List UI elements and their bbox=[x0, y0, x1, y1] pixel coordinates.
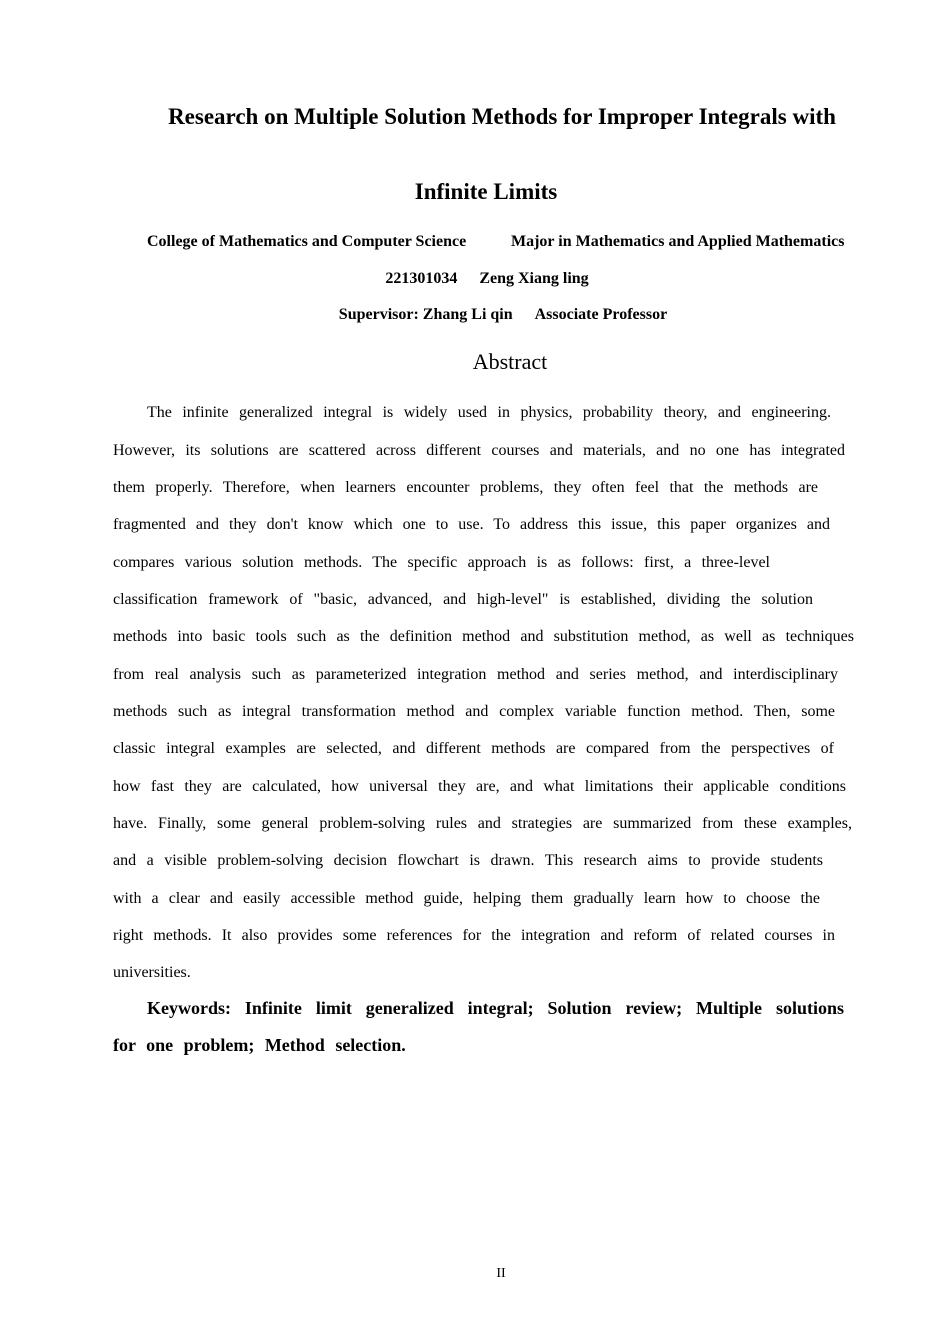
abstract-line: fragmented and they don't know which one to use. To address this issue, this paper organizes and bbox=[113, 516, 830, 533]
abstract-line: from real analysis such as parameterized integration method and series method, and interdisciplinary bbox=[113, 666, 838, 683]
abstract-line: how fast they are calculated, how universal they are, and what limitations their applicable conditions bbox=[113, 778, 846, 795]
abstract-line: classic integral examples are selected, and different methods are compared from the perspectives of bbox=[113, 740, 834, 757]
supervisor-title: Associate Professor bbox=[534, 306, 668, 323]
abstract-line: have. Finally, some general problem-solving rules and strategies are summarized from these examples, bbox=[113, 815, 852, 832]
page-number: II bbox=[496, 1266, 506, 1281]
supervisor-name: Supervisor: Zhang Li qin bbox=[338, 306, 513, 323]
abstract-line: compares various solution methods. The specific approach is as follows: first, a three-level bbox=[113, 554, 770, 571]
supervisor-line bbox=[28, 305, 950, 325]
paper-title-line-1: Research on Multiple Solution Methods for Improper Integrals with bbox=[168, 104, 836, 129]
student-line bbox=[12, 269, 950, 289]
abstract-line: universities. bbox=[113, 964, 191, 981]
abstract-line: them properly. Therefore, when learners encounter problems, they often feel that the methods are bbox=[113, 479, 818, 496]
abstract-line: right methods. It also provides some references for the integration and reform of related courses in bbox=[113, 927, 835, 944]
abstract-line: methods such as integral transformation method and complex variable function method. Then, some bbox=[113, 703, 835, 720]
abstract-heading: Abstract bbox=[472, 349, 548, 374]
abstract-line: methods into basic tools such as the definition method and substitution method, as well as techniques bbox=[113, 628, 854, 645]
student-name: Zeng Xiang ling bbox=[479, 270, 589, 287]
major-name: Major in Mathematics and Applied Mathematics bbox=[511, 233, 845, 250]
abstract-line: However, its solutions are scattered across different courses and materials, and no one has integrated bbox=[113, 442, 845, 459]
abstract-line: with a clear and easily accessible method guide, helping them gradually learn how to choose the bbox=[113, 890, 820, 907]
student-id: 221301034 bbox=[385, 270, 458, 287]
abstract-line: The infinite generalized integral is widely used in physics, probability theory, and engineering. bbox=[147, 404, 831, 421]
college-name: College of Mathematics and Computer Science bbox=[147, 233, 467, 250]
abstract-line: and a visible problem-solving decision flowchart is drawn. This research aims to provide students bbox=[113, 852, 823, 869]
paper-title-line-2: Infinite Limits bbox=[414, 179, 558, 204]
keywords-line-1: Keywords: Infinite limit generalized integral; Solution review; Multiple solutions bbox=[147, 998, 844, 1018]
keywords-line-2: for one problem; Method selection. bbox=[113, 1035, 406, 1055]
abstract-line: classification framework of "basic, advanced, and high-level" is established, dividing the solution bbox=[113, 591, 813, 608]
